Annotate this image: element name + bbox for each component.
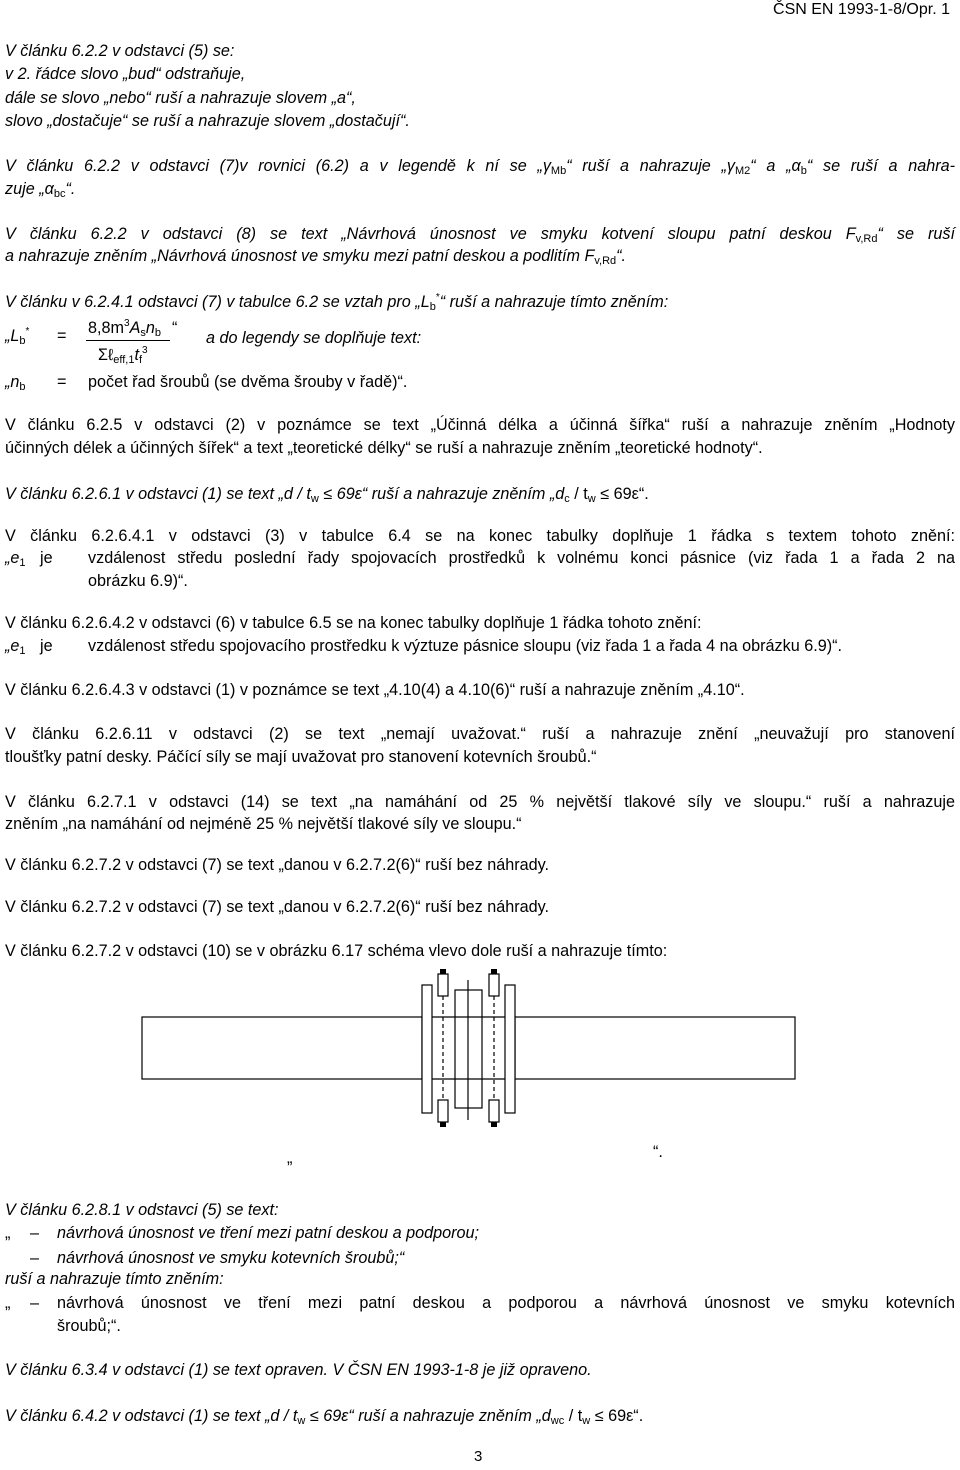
base-plate-figure xyxy=(0,950,960,1170)
p15-item2: návrhová únosnost ve smyku kotevních šroubů;“ xyxy=(57,1249,405,1267)
p15-line1: V článku 6.2.8.1 v odstavci (5) se text: xyxy=(5,1201,279,1219)
p8-text1: vzdálenost středu spojovacího prostředku k výztuze pásnice sloupu (viz řada 1 a řada 4 na obrázku 6.9)“. xyxy=(88,637,843,655)
p14-line1: V článku 6.2.7.2 v odstavci (10) se v obrázku 6.17 schéma vlevo dole ruší a nahrazuje tímto: xyxy=(5,942,668,960)
p5-line1: V článku 6.2.5 v odstavci (2) v poznámce se text „Účinná délka a účinná šířka“ ruší a nahrazuje zněním „Hodnoty xyxy=(5,416,955,434)
p4-line1: V článku v 6.2.4.1 odstavci (7) v tabulce 6.2 se vztah pro $„L_b^*“$ ruší a nahrazuje tímto zněním: xyxy=(5,292,669,313)
p1-line2: v 2. řádce slovo „bud“ odstraňuje, xyxy=(5,65,246,83)
p11-line1: V článku 6.2.7.1 v odstavci (14) se text „na namáhání od 25 % největší tlakové síly ve sloupu.“ ruší a nahrazuje xyxy=(5,793,955,811)
left-section xyxy=(142,1017,422,1079)
eq-lhs: $„L_b^*$ xyxy=(5,326,30,347)
nb-definition: počet řad šroubů (se dvěma šrouby v řadě)“. xyxy=(88,373,408,391)
p1-line1: V článku 6.2.2 v odstavci (5) se: xyxy=(5,42,235,60)
p8-line1: V článku 6.2.6.4.2 v odstavci (6) v tabulce 6.5 se na konec tabulky doplňuje 1 řádka tohoto znění: xyxy=(5,614,702,632)
p11-line2: zněním „na namáhání od nejméně 25 % největší tlakové síly ve sloupu.“ xyxy=(5,815,522,833)
eq-denominator: $\Sigma\ell_{eff,1}t_f^3$ xyxy=(98,345,148,366)
standard-header: ČSN EN 1993-1-8/Opr. 1 xyxy=(773,1,950,18)
p15-dash2: – xyxy=(30,1249,40,1267)
p15-item1: návrhová únosnost ve tření mezi patní deskou a podporou; xyxy=(57,1224,480,1242)
p2-line1: V článku 6.2.2 v odstavci (7)v rovnici (6.2) a v legendě k ní se $„\gamma_{Mb}“$ ruší a nahrazuje $„\gamma_{M2}“$ a $„\alpha_b“$ se ruší a nahra- xyxy=(5,157,956,177)
p15-open-quote2: „ xyxy=(5,1294,11,1312)
nb-label: $„n_b$ xyxy=(5,373,26,393)
eq-close-quote: “ xyxy=(172,319,178,337)
figure-close-quote: “. xyxy=(653,1143,663,1161)
p15-item3a: návrhová únosnost ve tření mezi patní deskou a podporou a návrhová únosnost ve smyku kotevních xyxy=(57,1294,955,1312)
eq-equals: = xyxy=(57,327,67,345)
p10-line1: V článku 6.2.6.11 v odstavci (2) se text „nemají uvažovat.“ ruší a nahrazuje znění „neuvažují pro stanovení xyxy=(5,725,955,743)
figure-open-quote: „ xyxy=(287,1149,293,1167)
p3-line1: V článku 6.2.2 v odstavci (8) se text „Návrhová únosnost ve smyku kotvení sloupu patní deskou $F_{v,Rd}“$ se ruší xyxy=(5,225,956,245)
p5-line2: účinných délek a účinných šířek“ a text „teoretické délky“ se ruší a nahrazuje zněním „teoretické hodnoty“. xyxy=(5,439,763,457)
p15-open-quote1: „ xyxy=(5,1224,11,1242)
p7-text2: obrázku 6.9)“. xyxy=(88,572,188,590)
p15-dash3: – xyxy=(30,1294,40,1312)
p7-line1: V článku 6.2.6.4.1 v odstavci (3) v tabulce 6.4 se na konec tabulky doplňuje 1 řádka s textem tohoto znění: xyxy=(5,527,955,545)
legend-text: a do legendy se doplňuje text: xyxy=(206,329,422,347)
p17-line1: V článku 6.4.2 v odstavci (1) se text „d / $t_w$ ≤ 69ε“ ruší a nahrazuje zněním $„d_{wc} / t_w$ ≤ 69ε“. xyxy=(5,1407,644,1427)
p10-line2: tloušťky patní desky. Páčící síly se mají uvažovat pro stanovení kotevních šroubů.“ xyxy=(5,748,597,766)
p15-dash1: – xyxy=(30,1224,40,1242)
p12-line1: V článku 6.2.7.2 v odstavci (7) se text „danou v 6.2.7.2(6)“ ruší bez náhrady. xyxy=(5,856,550,874)
p1-line4: slovo „dostačuje“ se ruší a nahrazuje slovem „dostačují“. xyxy=(5,112,410,130)
p6-line1: V článku 6.2.6.1 v odstavci (1) se text „d / $t_w$ ≤ 69ε“ ruší a nahrazuje zněním $„d_c / t_w$ ≤ 69ε“. xyxy=(5,485,649,505)
eq-numerator: $8,8m^3A_sn_b$ xyxy=(88,318,162,339)
right-section xyxy=(515,1017,795,1079)
p7-je: je xyxy=(40,549,53,567)
p16-line1: V článku 6.3.4 v odstavci (1) se text opraven. V ČSN EN 1993-1-8 je již opraveno. xyxy=(5,1361,592,1379)
p7-text1: vzdálenost středu poslední řady spojovacích prostředků k volnému konci pásnice (viz řada 1 a řada 2 na xyxy=(88,549,955,567)
p8-je: je xyxy=(40,637,53,655)
p7-e1: $„e_1$ xyxy=(5,549,26,569)
p1-line3: dále se slovo „nebo“ ruší a nahrazuje slovem „a“, xyxy=(5,89,356,107)
p9-line1: V článku 6.2.6.4.3 v odstavci (1) v poznámce se text „4.10(4) a 4.10(6)“ ruší a nahrazuje zněním „4.10“. xyxy=(5,681,745,699)
p15-line4: ruší a nahrazuje tímto zněním: xyxy=(5,1270,224,1288)
page-number: 3 xyxy=(474,1448,483,1465)
p2-line2: zuje $„\alpha_{bc}“$. xyxy=(5,180,76,200)
p13-line1: V článku 6.2.7.2 v odstavci (7) se text „danou v 6.2.7.2(6)“ ruší bez náhrady. xyxy=(5,898,550,916)
p3-line2: a nahrazuje zněním „Návrhová únosnost ve smyku mezi patní deskou a podlitím $F_{v,Rd}“$. xyxy=(5,247,627,267)
nb-equals: = xyxy=(57,373,67,391)
p8-e1: $„e_1$ xyxy=(5,637,26,657)
fraction-bar xyxy=(86,340,170,341)
p15-item3b: šroubů;“. xyxy=(57,1317,121,1335)
